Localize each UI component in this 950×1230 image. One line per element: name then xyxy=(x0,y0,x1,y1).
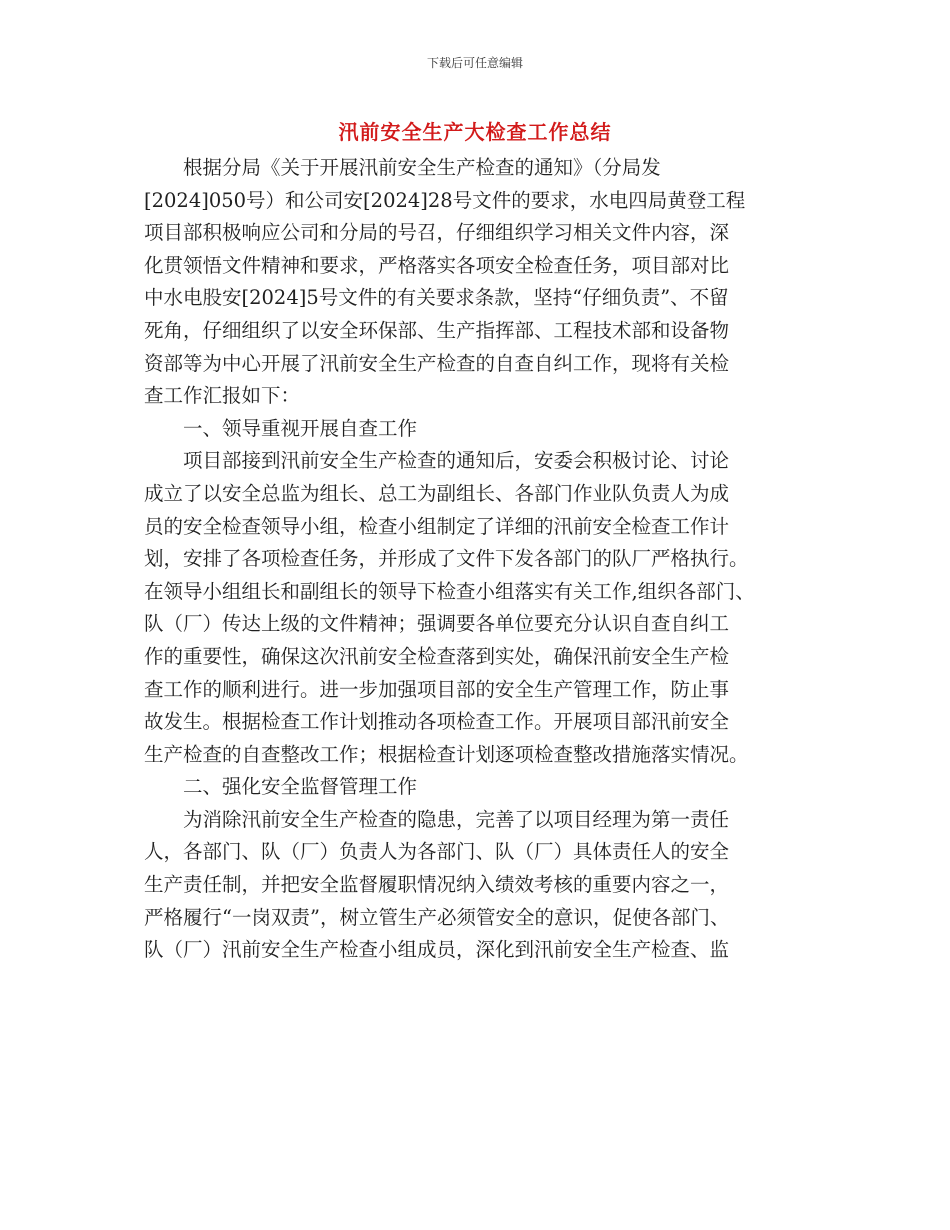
body-line: 项目部积极响应公司和分局的号召，仔细组织学习相关文件内容，深 xyxy=(144,221,730,245)
body-line: 作的重要性，确保这次汛前安全检查落到实处，确保汛前安全生产检 xyxy=(144,644,730,668)
body-line: 死角，仔细组织了以安全环保部、生产指挥部、工程技术部和设备物 xyxy=(144,318,730,342)
body-line: 查工作的顺利进行。进一步加强项目部的安全生产管理工作，防止事 xyxy=(144,677,730,701)
section-heading: 一、领导重视开展自查工作 xyxy=(144,416,418,440)
body-line: 化贯领悟文件精神和要求，严格落实各项安全检查任务，项目部对比 xyxy=(144,253,730,277)
document-title: 汛前安全生产大检查工作总结 xyxy=(338,120,612,144)
body-line: 人，各部门、队（厂）负责人为各部门、队（厂）具体责任人的安全 xyxy=(144,840,730,864)
body-line: 严格履行“一岗双责”，树立管生产必须管安全的意识，促使各部门、 xyxy=(144,905,730,929)
body-line: [2024]050号）和公司安[2024]28号文件的要求，水电四局黄登工程 xyxy=(144,188,746,212)
body-line: 生产责任制，并把安全监督履职情况纳入绩效考核的重要内容之一， xyxy=(144,873,730,897)
body-line: 生产检查的自查整改工作；根据检查计划逐项检查整改措施落实情况。 xyxy=(144,742,749,766)
header-note: 下载后可任意编辑 xyxy=(426,56,523,70)
body-line: 队（厂）传达上级的文件精神；强调要各单位要充分认识自查自纠工 xyxy=(144,612,730,636)
body-line: 成立了以安全总监为组长、总工为副组长、各部门作业队负责人为成 xyxy=(144,481,730,505)
body-line: 划，安排了各项检查任务，并形成了文件下发各部门的队厂严格执行。 xyxy=(144,547,749,571)
body-line: 为消除汛前安全生产检查的隐患，完善了以项目经理为第一责任 xyxy=(144,807,730,831)
body-line: 故发生。根据检查工作计划推动各项检查工作。开展项目部汛前安全 xyxy=(144,710,730,734)
body-line: 根据分局《关于开展汛前安全生产检查的通知》（分局发 xyxy=(144,156,661,179)
body-line: 在领导小组组长和副组长的领导下检查小组落实有关工作,组织各部门、 xyxy=(144,579,755,603)
body-line: 查工作汇报如下： xyxy=(144,384,301,408)
body-line: 项目部接到汛前安全生产检查的通知后，安委会积极讨论、讨论 xyxy=(144,449,730,473)
section-heading: 二、强化安全监督管理工作 xyxy=(144,775,418,799)
body-line: 队（厂）汛前安全生产检查小组成员，深化到汛前安全生产检查、监 xyxy=(144,938,730,962)
body-line: 中水电股安[2024]5号文件的有关要求条款，坚持“仔细负责”、不留 xyxy=(144,286,729,310)
document-body xyxy=(144,152,806,967)
body-line: 资部等为中心开展了汛前安全生产检查的自查自纠工作，现将有关检 xyxy=(144,351,730,375)
body-line: 员的安全检查领导小组，检查小组制定了详细的汛前安全检查工作计 xyxy=(144,514,730,538)
